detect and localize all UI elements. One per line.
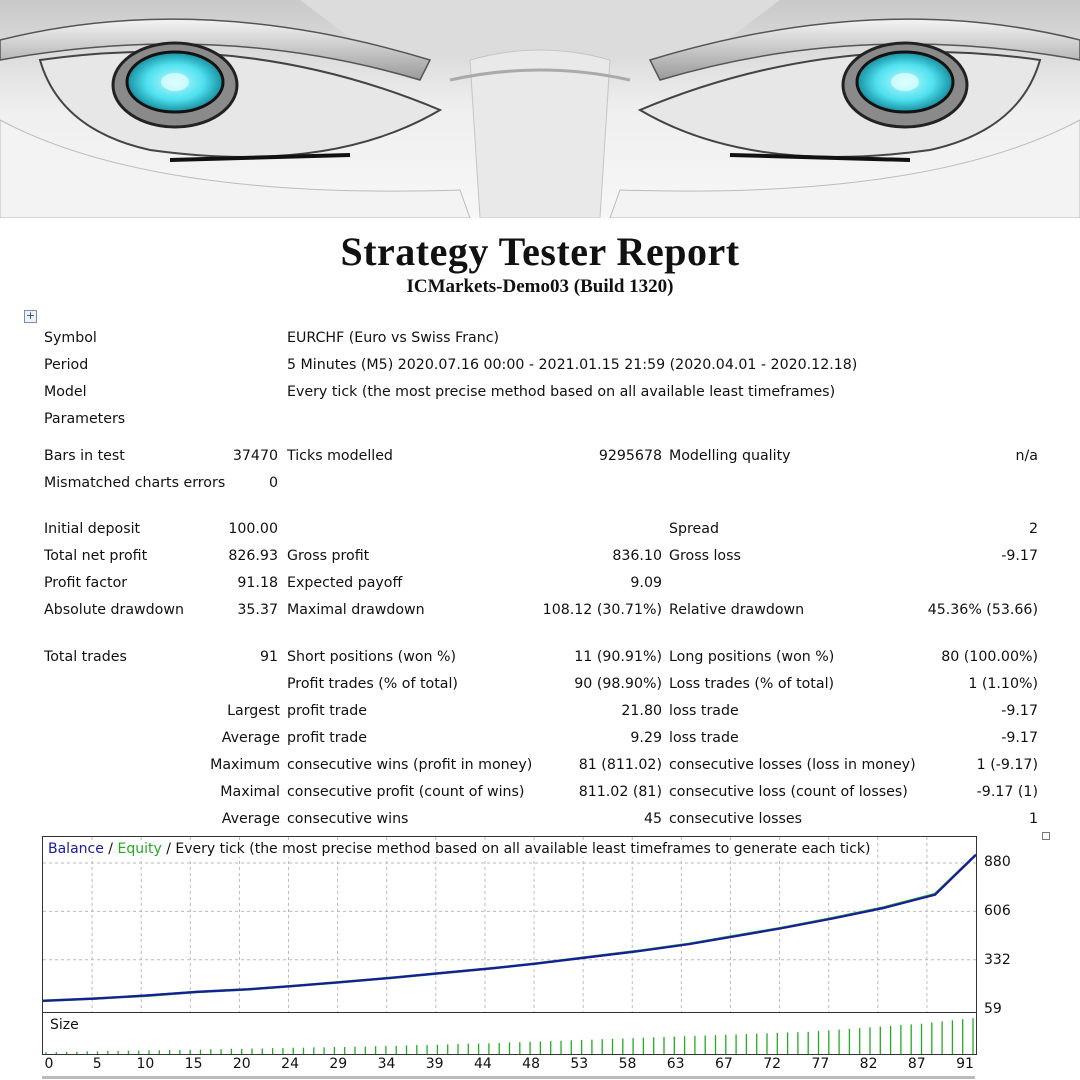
maximum-label: Maximum [210, 757, 280, 773]
ticks-label: Ticks modelled [287, 448, 393, 464]
average-consecutive-losses-label: consecutive losses [669, 811, 803, 827]
max-consecutive-losses-value: 1 (-9.17) [976, 757, 1038, 773]
average-consecutive-label: Average [221, 811, 280, 827]
period-label: Period [44, 357, 89, 373]
short-positions-label: Short positions (won %) [287, 649, 457, 665]
gross-loss-value: -9.17 [1001, 548, 1038, 564]
profit-factor-value: 91.18 [237, 575, 278, 591]
legend-equity: Equity [117, 841, 162, 857]
bottom-rule [42, 1076, 975, 1079]
average-profit-label: profit trade [287, 730, 368, 746]
maximal-drawdown-value: 108.12 (30.71%) [542, 602, 662, 618]
x-tick-label: 87 [907, 1056, 926, 1072]
parameters-label: Parameters [44, 411, 126, 427]
x-tick-label: 20 [232, 1056, 251, 1072]
expand-icon[interactable]: + [25, 309, 36, 322]
ticks-value: 9295678 [598, 448, 662, 464]
total-trades-label: Total trades [44, 649, 127, 665]
profit-trades-value: 90 (98.90%) [574, 676, 662, 692]
y-tick-label: 606 [984, 903, 1011, 919]
legend-description: / Every tick (the most precise method based on all available least timeframes to generate each tick) [161, 841, 871, 857]
x-tick-label: 67 [714, 1056, 733, 1072]
gross-profit-value: 836.10 [612, 548, 662, 564]
report-subtitle: ICMarkets-Demo03 (Build 1320) [406, 276, 674, 297]
absolute-drawdown-value: 35.37 [237, 602, 278, 618]
net-profit-value: 826.93 [228, 548, 278, 564]
size-chart [42, 1012, 977, 1055]
largest-profit-label: profit trade [287, 703, 368, 719]
loss-trades-value: 1 (1.10%) [968, 676, 1038, 692]
average-profit-value: 9.29 [630, 730, 662, 746]
net-profit-label: Total net profit [44, 548, 148, 564]
equity-line [43, 855, 976, 1001]
gross-loss-label: Gross loss [669, 548, 741, 564]
maximal-consecutive-profit-value: 811.02 (81) [578, 784, 662, 800]
symbol-label: Symbol [44, 330, 97, 346]
x-tick-label: 39 [425, 1056, 444, 1072]
size-label: Size [50, 1017, 79, 1033]
expected-payoff-label: Expected payoff [287, 575, 403, 591]
profit-factor-label: Profit factor [44, 575, 128, 591]
quality-value: n/a [1015, 448, 1038, 464]
legend-separator: / [103, 841, 118, 857]
robot-face-illustration [0, 0, 1080, 218]
x-tick-label: 44 [473, 1056, 492, 1072]
symbol-value: EURCHF (Euro vs Swiss Franc) [287, 330, 500, 346]
average-loss-value: -9.17 [1001, 730, 1038, 746]
gross-profit-label: Gross profit [287, 548, 370, 564]
average-consecutive-wins-value: 45 [643, 811, 662, 827]
spread-value: 2 [1028, 521, 1038, 537]
largest-loss-value: -9.17 [1001, 703, 1038, 719]
bars-label: Bars in test [44, 448, 125, 464]
y-tick-label: 59 [984, 1001, 1002, 1017]
bars-value: 37470 [232, 448, 278, 464]
balance-chart [42, 836, 977, 1013]
chart-legend [48, 841, 870, 857]
chart-corner-box [1042, 832, 1050, 840]
total-trades-value: 91 [259, 649, 278, 665]
balance-chart-svg [43, 837, 976, 1012]
max-consecutive-wins-label: consecutive wins (profit in money) [287, 757, 533, 773]
x-tick-label: 63 [666, 1056, 685, 1072]
long-positions-value: 80 (100.00%) [941, 649, 1038, 665]
profit-trades-label: Profit trades (% of total) [287, 676, 458, 692]
x-tick-label: 34 [377, 1056, 396, 1072]
size-chart-svg [43, 1013, 976, 1054]
absolute-drawdown-label: Absolute drawdown [44, 602, 184, 618]
maximal-consecutive-loss-value: -9.17 (1) [976, 784, 1038, 800]
x-tick-label: 53 [570, 1056, 589, 1072]
maximal-consecutive-loss-label: consecutive loss (count of losses) [669, 784, 908, 800]
initial-deposit-label: Initial deposit [44, 521, 141, 537]
model-label: Model [44, 384, 87, 400]
expected-payoff-value: 9.09 [630, 575, 662, 591]
initial-deposit-value: 100.00 [228, 521, 278, 537]
average-consecutive-losses-value: 1 [1028, 811, 1038, 827]
y-tick-label: 880 [984, 854, 1011, 870]
spread-label: Spread [669, 521, 719, 537]
max-consecutive-wins-value: 81 (811.02) [578, 757, 662, 773]
report-title: Strategy Tester Report [340, 229, 740, 274]
x-tick-label: 29 [329, 1056, 348, 1072]
average-label: Average [221, 730, 280, 746]
maximal-label: Maximal [220, 784, 280, 800]
x-tick-label: 15 [184, 1056, 203, 1072]
balance-line [43, 855, 976, 1001]
mismatch-label: Mismatched charts errors [44, 475, 226, 491]
long-positions-label: Long positions (won %) [669, 649, 835, 665]
period-value: 5 Minutes (M5) 2020.07.16 00:00 - 2021.01.15 21:59 (2020.04.01 - 2020.12.18) [287, 357, 858, 373]
x-tick-label: 48 [522, 1056, 540, 1072]
mismatch-value: 0 [268, 475, 278, 491]
quality-label: Modelling quality [669, 448, 791, 464]
largest-profit-value: 21.80 [621, 703, 662, 719]
x-tick-label: 91 [956, 1056, 974, 1072]
average-loss-label: loss trade [669, 730, 739, 746]
x-tick-label: 72 [763, 1056, 782, 1072]
relative-drawdown-value: 45.36% (53.66) [927, 602, 1038, 618]
x-tick-label: 0 [44, 1056, 54, 1072]
x-tick-label: 58 [618, 1056, 637, 1072]
largest-loss-label: loss trade [669, 703, 739, 719]
relative-drawdown-label: Relative drawdown [669, 602, 805, 618]
x-tick-label: 10 [136, 1056, 155, 1072]
short-positions-value: 11 (90.91%) [574, 649, 662, 665]
maximal-consecutive-profit-label: consecutive profit (count of wins) [287, 784, 525, 800]
max-consecutive-losses-label: consecutive losses (loss in money) [669, 757, 916, 773]
x-tick-label: 77 [811, 1056, 830, 1072]
legend-balance: Balance [48, 841, 104, 857]
average-consecutive-wins-label: consecutive wins [287, 811, 409, 827]
x-tick-label: 24 [281, 1056, 299, 1072]
x-tick-label: 5 [92, 1056, 102, 1072]
y-tick-label: 332 [984, 952, 1011, 968]
maximal-drawdown-label: Maximal drawdown [287, 602, 425, 618]
loss-trades-label: Loss trades (% of total) [669, 676, 835, 692]
x-tick-label: 82 [859, 1056, 878, 1072]
largest-label: Largest [227, 703, 280, 719]
banner-image [0, 0, 1080, 218]
model-value: Every tick (the most precise method based on all available least timeframes) [287, 384, 836, 400]
